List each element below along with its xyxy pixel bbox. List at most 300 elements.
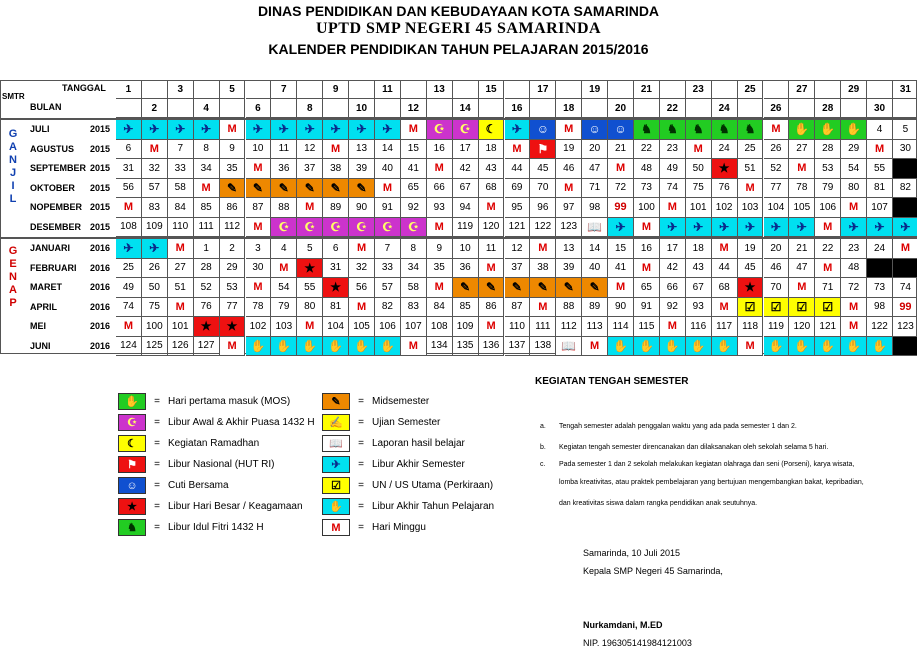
- sunday-mark: M: [615, 281, 626, 294]
- day-cell: 4: [867, 120, 893, 140]
- day-cell: 84: [168, 198, 194, 218]
- plane-icon: ✈: [330, 122, 341, 137]
- sunday-mark: [841, 198, 867, 218]
- plane-icon: [168, 120, 194, 140]
- sunday-mark: [116, 198, 142, 218]
- day-cell: 25: [738, 140, 764, 160]
- day-cell: 5: [297, 239, 323, 259]
- day-cell: 83: [401, 298, 427, 318]
- day-cell: 82: [893, 179, 917, 199]
- sunday-mark: M: [667, 320, 677, 333]
- day-cell: 42: [660, 259, 686, 279]
- day-header: 25: [738, 80, 764, 99]
- hand-icon: ✋: [379, 338, 395, 353]
- pencil-icon: [271, 179, 297, 199]
- plane-icon: ✈: [123, 122, 134, 137]
- day-cell: 21: [608, 140, 634, 160]
- pencil-icon: ✎: [227, 180, 238, 195]
- sunday-mark: [634, 218, 660, 238]
- day-cell: 78: [789, 179, 815, 199]
- empty-cell: [893, 259, 917, 279]
- day-cell: 101: [686, 198, 712, 218]
- day-cell: 122: [867, 317, 893, 337]
- legend-item: [118, 477, 229, 494]
- day-cell: 50: [142, 278, 168, 298]
- hand-icon: ✋: [794, 338, 810, 353]
- pencil-icon: ✎: [330, 180, 341, 195]
- day-cell: 9: [220, 140, 246, 160]
- day-cell: 27: [789, 140, 815, 160]
- day-header: 9: [323, 80, 349, 99]
- hand-icon: ✋: [613, 338, 629, 353]
- day-header-blank: [608, 80, 634, 99]
- kegiatan-item: [540, 423, 797, 430]
- sunday-mark: [401, 337, 427, 357]
- plane-icon: ✈: [322, 456, 350, 473]
- day-cell: 113: [582, 317, 608, 337]
- hand-icon: [608, 337, 634, 357]
- sunday-mark: [660, 317, 686, 337]
- day-cell: 6: [323, 239, 349, 259]
- day-cell: 1: [194, 239, 220, 259]
- day-cell: 13: [349, 140, 375, 160]
- day-header-blank: [712, 80, 738, 99]
- day-cell: 27: [168, 259, 194, 279]
- legend-item: [322, 498, 494, 515]
- sunday-mark: M: [564, 123, 574, 136]
- star-icon: ★: [200, 319, 212, 334]
- day-cell: 117: [712, 317, 738, 337]
- day-header: 15: [479, 80, 505, 99]
- month-year: 2015: [90, 202, 111, 212]
- sunday-mark: [893, 239, 917, 259]
- day-cell: 42: [453, 159, 479, 179]
- day-header-blank: [789, 99, 815, 118]
- sunday-mark: [556, 179, 582, 199]
- hand-icon: ✋: [794, 122, 810, 137]
- day-cell: 48: [841, 259, 867, 279]
- day-header: 30: [867, 99, 893, 118]
- day-cell: 67: [686, 278, 712, 298]
- crescent-star-icon: [271, 218, 297, 238]
- day-cell: 104: [323, 317, 349, 337]
- plane-icon: ✈: [745, 219, 756, 234]
- month-year: 2015: [90, 221, 111, 232]
- moon-icon: [479, 120, 505, 140]
- kegiatan-item-number: c.: [540, 461, 546, 468]
- day-cell: 39: [556, 259, 582, 279]
- hand-icon: [686, 337, 712, 357]
- legend-item: [322, 414, 440, 431]
- day-cell: 102: [246, 317, 272, 337]
- day-cell: 54: [271, 278, 297, 298]
- day-cell: 138: [530, 337, 556, 357]
- day-cell: 22: [634, 140, 660, 160]
- sunday-mark: M: [719, 242, 729, 255]
- day-cell: 88: [271, 198, 297, 218]
- star-icon: [194, 317, 220, 337]
- hand-icon: [271, 337, 297, 357]
- plane-icon: [116, 239, 142, 259]
- day-cell: 126: [168, 337, 194, 357]
- day-cell: 99: [893, 298, 917, 318]
- day-cell: 112: [220, 218, 246, 238]
- signature-position: Kepala SMP Negeri 45 Samarinda,: [583, 566, 723, 576]
- day-cell: 84: [427, 298, 453, 318]
- day-cell: 16: [427, 140, 453, 160]
- sunday-mark: M: [434, 220, 444, 233]
- legend-text: Libur Akhir Tahun Pelajaran: [372, 501, 495, 512]
- plane-icon: [660, 218, 686, 238]
- day-cell: 77: [220, 298, 246, 318]
- day-header-blank: [867, 80, 893, 99]
- hand-icon: ✋: [690, 338, 706, 353]
- flag-icon: ⚑: [537, 141, 549, 156]
- month-name: MEI: [30, 321, 47, 331]
- crescent-star-icon: ☪: [407, 219, 419, 234]
- hand-icon: [841, 120, 867, 140]
- day-cell: 105: [789, 198, 815, 218]
- hand-icon: [660, 337, 686, 357]
- day-header: 23: [686, 80, 712, 99]
- legend-text: UN / US Utama (Perkiraan): [372, 480, 494, 491]
- legend-text: Hari pertama masuk (MOS): [168, 396, 291, 407]
- day-cell: 6: [116, 140, 142, 160]
- legend-text: Libur Hari Besar / Keagamaan: [168, 501, 303, 512]
- day-cell: 13: [556, 239, 582, 259]
- month-year: 2015: [90, 182, 111, 193]
- write-icon: ✍: [322, 414, 350, 431]
- day-cell: 47: [582, 159, 608, 179]
- day-cell: 36: [271, 159, 297, 179]
- legend-equals: =: [358, 522, 364, 533]
- legend-text: Kegiatan Ramadhan: [168, 438, 260, 449]
- header-school: UPTD SMP NEGERI 45 SAMARINDA: [315, 20, 602, 37]
- day-cell: 57: [375, 278, 401, 298]
- sunday-mark: [815, 218, 841, 238]
- sunday-mark: [271, 259, 297, 279]
- day-cell: 93: [686, 298, 712, 318]
- legend-text: Ujian Semester: [372, 417, 441, 428]
- sunday-mark: M: [719, 300, 729, 313]
- day-cell: 100: [142, 317, 168, 337]
- plane-icon: ✈: [874, 219, 885, 234]
- day-cell: 3: [246, 239, 272, 259]
- plane-icon: ✈: [123, 241, 134, 256]
- day-cell: 18: [686, 239, 712, 259]
- day-header: 26: [764, 99, 790, 118]
- crescent-star-icon: ☪: [304, 219, 316, 234]
- day-cell: 123: [893, 317, 917, 337]
- calendar-table: [0, 80, 917, 374]
- day-header: 20: [608, 99, 634, 118]
- day-cell: 75: [686, 179, 712, 199]
- month-name: FEBRUARI: [30, 262, 77, 273]
- day-header: 22: [660, 99, 686, 118]
- checkbox-icon: ☑: [796, 299, 808, 314]
- day-cell: 108: [427, 317, 453, 337]
- kegiatan-item-text: lomba kreativitas, atau praktek pembelajaran yang bertujuan mengembangkan bakat, kepribadian,: [559, 479, 864, 486]
- plane-icon: [142, 239, 168, 259]
- sunday-mark: [556, 120, 582, 140]
- month-name: DESEMBER: [30, 221, 82, 232]
- day-cell: 74: [116, 298, 142, 318]
- day-cell: 76: [712, 179, 738, 199]
- day-cell: 100: [634, 198, 660, 218]
- semester-letters: G A N J I L: [8, 128, 18, 205]
- sunday-mark: M: [512, 142, 522, 155]
- day-cell: 120: [789, 317, 815, 337]
- sunday-mark: [867, 140, 893, 160]
- day-cell: 73: [634, 179, 660, 199]
- star-icon: ★: [118, 498, 146, 515]
- day-header: 24: [712, 99, 738, 118]
- day-cell: 98: [867, 298, 893, 318]
- plane-icon: [893, 218, 917, 238]
- day-header-blank: [582, 99, 608, 118]
- day-cell: 68: [479, 179, 505, 199]
- sunday-mark: M: [849, 320, 859, 333]
- day-cell: 30: [893, 140, 917, 160]
- day-cell: 56: [349, 278, 375, 298]
- day-cell: 31: [116, 159, 142, 179]
- sunday-mark: M: [305, 320, 315, 333]
- day-cell: 98: [582, 198, 608, 218]
- kegiatan-item-text: Pada semester 1 dan 2 sekolah melakukan kegiatan olahraga dan seni (Porseni), karya wisata,: [559, 461, 855, 468]
- day-header: 14: [453, 99, 479, 118]
- day-cell: 135: [453, 337, 479, 357]
- hand-icon: ✋: [638, 338, 654, 353]
- hand-icon: [815, 120, 841, 140]
- legend-item: [118, 414, 315, 431]
- day-header-blank: [660, 80, 686, 99]
- day-cell: 109: [453, 317, 479, 337]
- day-header: 18: [556, 99, 582, 118]
- kegiatan-item: [559, 500, 757, 507]
- day-cell: 73: [867, 278, 893, 298]
- sunday-mark: M: [641, 261, 652, 274]
- month-name: JULI: [30, 124, 50, 134]
- fitri-icon: [634, 120, 660, 140]
- day-header: 5: [220, 80, 246, 99]
- day-cell: 44: [505, 159, 531, 179]
- sunday-mark: [375, 179, 401, 199]
- day-header: 13: [427, 80, 453, 99]
- day-cell: 91: [634, 298, 660, 318]
- sunday-mark: [530, 239, 556, 259]
- day-cell: 44: [712, 259, 738, 279]
- day-cell: 10: [246, 140, 272, 160]
- crescent-star-icon: [349, 218, 375, 238]
- day-cell: 80: [297, 298, 323, 318]
- day-cell: 48: [634, 159, 660, 179]
- sunday-mark: [634, 259, 660, 279]
- day-cell: 121: [505, 218, 531, 238]
- sunday-mark: [738, 179, 764, 199]
- sunday-mark: [427, 278, 453, 298]
- day-cell: 17: [660, 239, 686, 259]
- hand-icon: ✋: [302, 338, 318, 353]
- signature-nip: NIP. 196305141984121003: [583, 638, 692, 648]
- day-cell: 58: [401, 278, 427, 298]
- day-cell: 18: [479, 140, 505, 160]
- day-cell: 15: [608, 239, 634, 259]
- hand-icon: ✋: [846, 122, 862, 137]
- plane-icon: [738, 218, 764, 238]
- day-header-blank: [323, 99, 349, 118]
- day-cell: 106: [815, 198, 841, 218]
- sunday-mark: [246, 278, 272, 298]
- sunday-mark: [841, 317, 867, 337]
- day-cell: 118: [738, 317, 764, 337]
- plane-icon: ✈: [796, 219, 807, 234]
- day-cell: 45: [738, 259, 764, 279]
- day-cell: 111: [530, 317, 556, 337]
- pencil-icon: [556, 278, 582, 298]
- fitri-icon: ♞: [666, 122, 678, 137]
- sunday-mark: [142, 140, 168, 160]
- day-cell: 43: [479, 159, 505, 179]
- empty-cell: [893, 159, 917, 179]
- day-cell: 65: [634, 278, 660, 298]
- plane-icon: [789, 218, 815, 238]
- book-icon: 📖: [587, 219, 603, 234]
- moon-icon: ☾: [118, 435, 146, 452]
- day-cell: 66: [427, 179, 453, 199]
- hand-icon: [764, 337, 790, 357]
- sunday-mark: M: [227, 339, 237, 352]
- sunday-mark: M: [486, 201, 496, 214]
- legend-item: [322, 456, 465, 473]
- day-cell: 26: [764, 140, 790, 160]
- sunday-mark: M: [538, 242, 548, 255]
- day-cell: 68: [712, 278, 738, 298]
- crescent-star-icon: [375, 218, 401, 238]
- legend-equals: =: [358, 459, 364, 470]
- legend-text: Cuti Bersama: [168, 480, 229, 491]
- hand-icon: ✋: [664, 338, 680, 353]
- day-cell: 81: [323, 298, 349, 318]
- day-cell: 52: [764, 159, 790, 179]
- plane-icon: ✈: [278, 122, 289, 137]
- day-cell: 30: [246, 259, 272, 279]
- sunday-mark: M: [823, 261, 833, 274]
- sunday-mark: M: [434, 162, 444, 175]
- sunday-mark: M: [175, 242, 185, 255]
- hand-icon: [789, 120, 815, 140]
- day-header-blank: [427, 99, 453, 118]
- crescent-star-icon: [297, 218, 323, 238]
- pencil-icon: [582, 278, 608, 298]
- sunday-mark: [789, 278, 815, 298]
- legend-item: [322, 435, 465, 452]
- hand-icon: [789, 337, 815, 357]
- day-cell: 111: [194, 218, 220, 238]
- checkbox-icon: ☑: [744, 299, 756, 314]
- day-cell: 89: [323, 198, 349, 218]
- day-header: 10: [349, 99, 375, 118]
- sunday-mark: [530, 298, 556, 318]
- day-cell: 55: [297, 278, 323, 298]
- day-cell: 58: [168, 179, 194, 199]
- fitri-icon: [660, 120, 686, 140]
- day-cell: 24: [867, 239, 893, 259]
- smile-icon: [530, 120, 556, 140]
- sunday-mark: [505, 140, 531, 160]
- day-cell: 49: [116, 278, 142, 298]
- day-cell: 57: [142, 179, 168, 199]
- month-year: 2015: [90, 163, 111, 173]
- kegiatan-item: [559, 479, 864, 486]
- day-cell: 28: [815, 140, 841, 160]
- sunday-mark: M: [564, 181, 574, 194]
- hand-icon: ✋: [768, 338, 784, 353]
- checkbox-icon: [764, 298, 790, 318]
- day-cell: 47: [789, 259, 815, 279]
- crescent-star-icon: ☪: [459, 122, 471, 137]
- sunday-mark: [194, 179, 220, 199]
- day-header: 28: [815, 99, 841, 118]
- sunday-mark: [427, 159, 453, 179]
- legend-equals: =: [154, 396, 160, 407]
- sunday-mark: M: [590, 339, 600, 352]
- month-name: SEPTEMBER: [30, 163, 87, 173]
- day-cell: 92: [660, 298, 686, 318]
- sunday-mark: M: [253, 162, 263, 175]
- crescent-star-icon: ☪: [278, 219, 290, 234]
- month-year: 2016: [90, 301, 111, 312]
- day-header-blank: [194, 80, 220, 99]
- pencil-icon: ✎: [322, 393, 350, 410]
- day-cell: 51: [738, 159, 764, 179]
- day-cell: 46: [764, 259, 790, 279]
- day-cell: 115: [634, 317, 660, 337]
- legend-equals: =: [358, 396, 364, 407]
- empty-cell: [867, 259, 893, 279]
- day-cell: 34: [401, 259, 427, 279]
- day-cell: 83: [142, 198, 168, 218]
- legend-equals: =: [154, 417, 160, 428]
- day-cell: 7: [168, 140, 194, 160]
- day-cell: 116: [686, 317, 712, 337]
- sunday-mark: [479, 198, 505, 218]
- sunday-mark: M: [382, 181, 393, 194]
- fitri-icon: ♞: [692, 122, 704, 137]
- plane-icon: ✈: [667, 219, 678, 234]
- sunday-mark: M: [797, 281, 807, 294]
- day-cell: 45: [530, 159, 556, 179]
- day-cell: 70: [764, 278, 790, 298]
- sunday-mark: M: [408, 123, 418, 136]
- day-header: 21: [634, 80, 660, 99]
- legend-text: Libur Nasional (HUT RI): [168, 459, 275, 470]
- sunday-mark: [349, 239, 375, 259]
- smile-icon: [582, 120, 608, 140]
- checkbox-icon: ☑: [822, 299, 834, 314]
- day-cell: 29: [220, 259, 246, 279]
- day-header: 27: [789, 80, 815, 99]
- day-cell: 40: [582, 259, 608, 279]
- day-cell: 86: [479, 298, 505, 318]
- sunday-mark: M: [849, 300, 859, 313]
- day-cell: 21: [789, 239, 815, 259]
- checkbox-icon: [738, 298, 764, 318]
- hand-icon: [375, 337, 401, 357]
- day-cell: 2: [220, 239, 246, 259]
- day-cell: 38: [323, 159, 349, 179]
- hand-icon: [815, 337, 841, 357]
- day-cell: 52: [194, 278, 220, 298]
